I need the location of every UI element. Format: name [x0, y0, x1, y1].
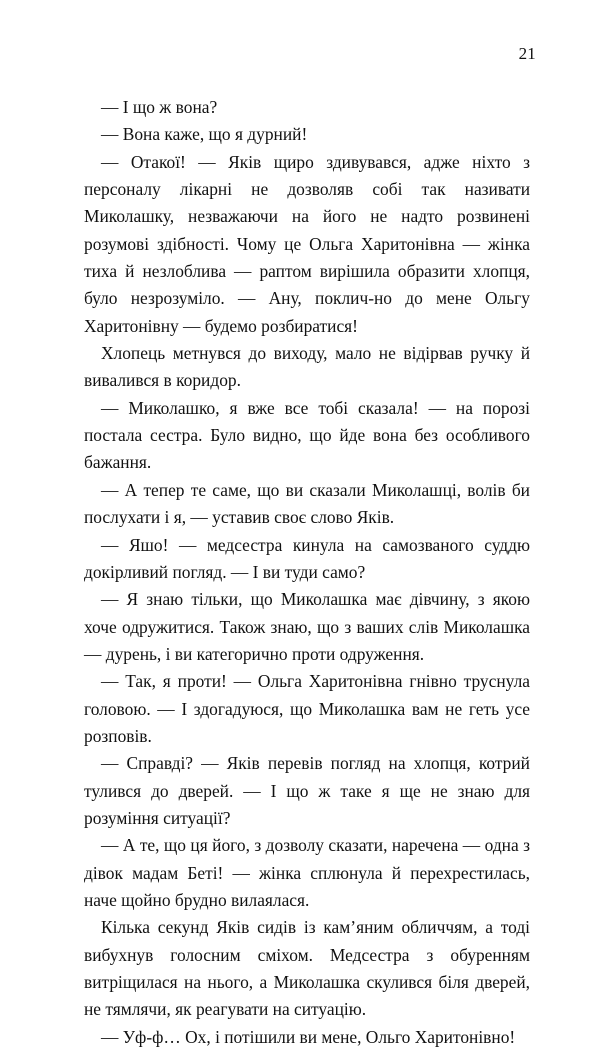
page-number: 21 [518, 44, 536, 63]
paragraph: Хлопець метнувся до виходу, мало не відірвав ручку й вивалився в коридор. [84, 343, 530, 391]
paragraph: — А те, що ця його, з дозволу сказати, наречена — одна з дівок мадам Беті! — жінка сплюнула й перехрестилась, наче щойно брудно вилаялася. [84, 835, 530, 910]
paragraph: — І що ж вона? [101, 97, 218, 117]
paragraph: — Миколашко, я вже все тобі сказала! — на порозі постала сестра. Було видно, що йде вона без особливого бажання. [84, 397, 530, 473]
paragraph: Кілька секунд Яків сидів із кам’яним обличчям, а тоді вибухнув голосним сміхом. Медсестра з обуренням витріщилася на нього, а Миколашка скулився біля дверей, не тямлячи, як реагувати на ситуацію. [84, 917, 530, 1020]
paragraph: — А тепер те саме, що ви сказали Миколашці, волів би послухати і я, — уставив своє слово Яків. [84, 479, 530, 528]
paragraph: — Яшо! — медсестра кинула на самозваного суддю докірливий погляд. — І ви туди само? [84, 534, 530, 582]
paragraph: — Отакої! — Яків щиро здивувався, адже ніхто з персоналу лікарні не дозволяв собі так називати Миколашку, незважаючи на його не надто розвинені розумові здібності. Чому це Ольга Харитонівна — жінка тиха й незлоблива — раптом вирішила образити хлопця, було незрозуміло. — Ану, поклич-но до мене Ольгу Харитонівну — будемо розбиратися! [84, 151, 530, 336]
paragraph: — Я знаю тільки, що Миколашка має дівчину, з якою хоче одружитися. Також знаю, що з ваших слів Миколашка — дурень, і ви категорично проти одруження. [84, 589, 530, 664]
paragraph: — Так, я проти! — Ольга Харитонівна гнівно труснула головою. — І здогадуюся, що Миколашка вам не геть усе розповів. [84, 671, 530, 746]
paragraph: — Вона каже, що я дурний! [101, 124, 308, 145]
paragraph: — Уф-ф… Ох, і потішили ви мене, Ольго Харитонівно! [101, 1026, 516, 1047]
paragraph: — Справді? — Яків перевів погляд на хлопця, котрий тулився до дверей. — І що ж таке я ще не знаю для розуміння ситуації? [84, 753, 530, 828]
page-text [84, 94, 530, 1051]
